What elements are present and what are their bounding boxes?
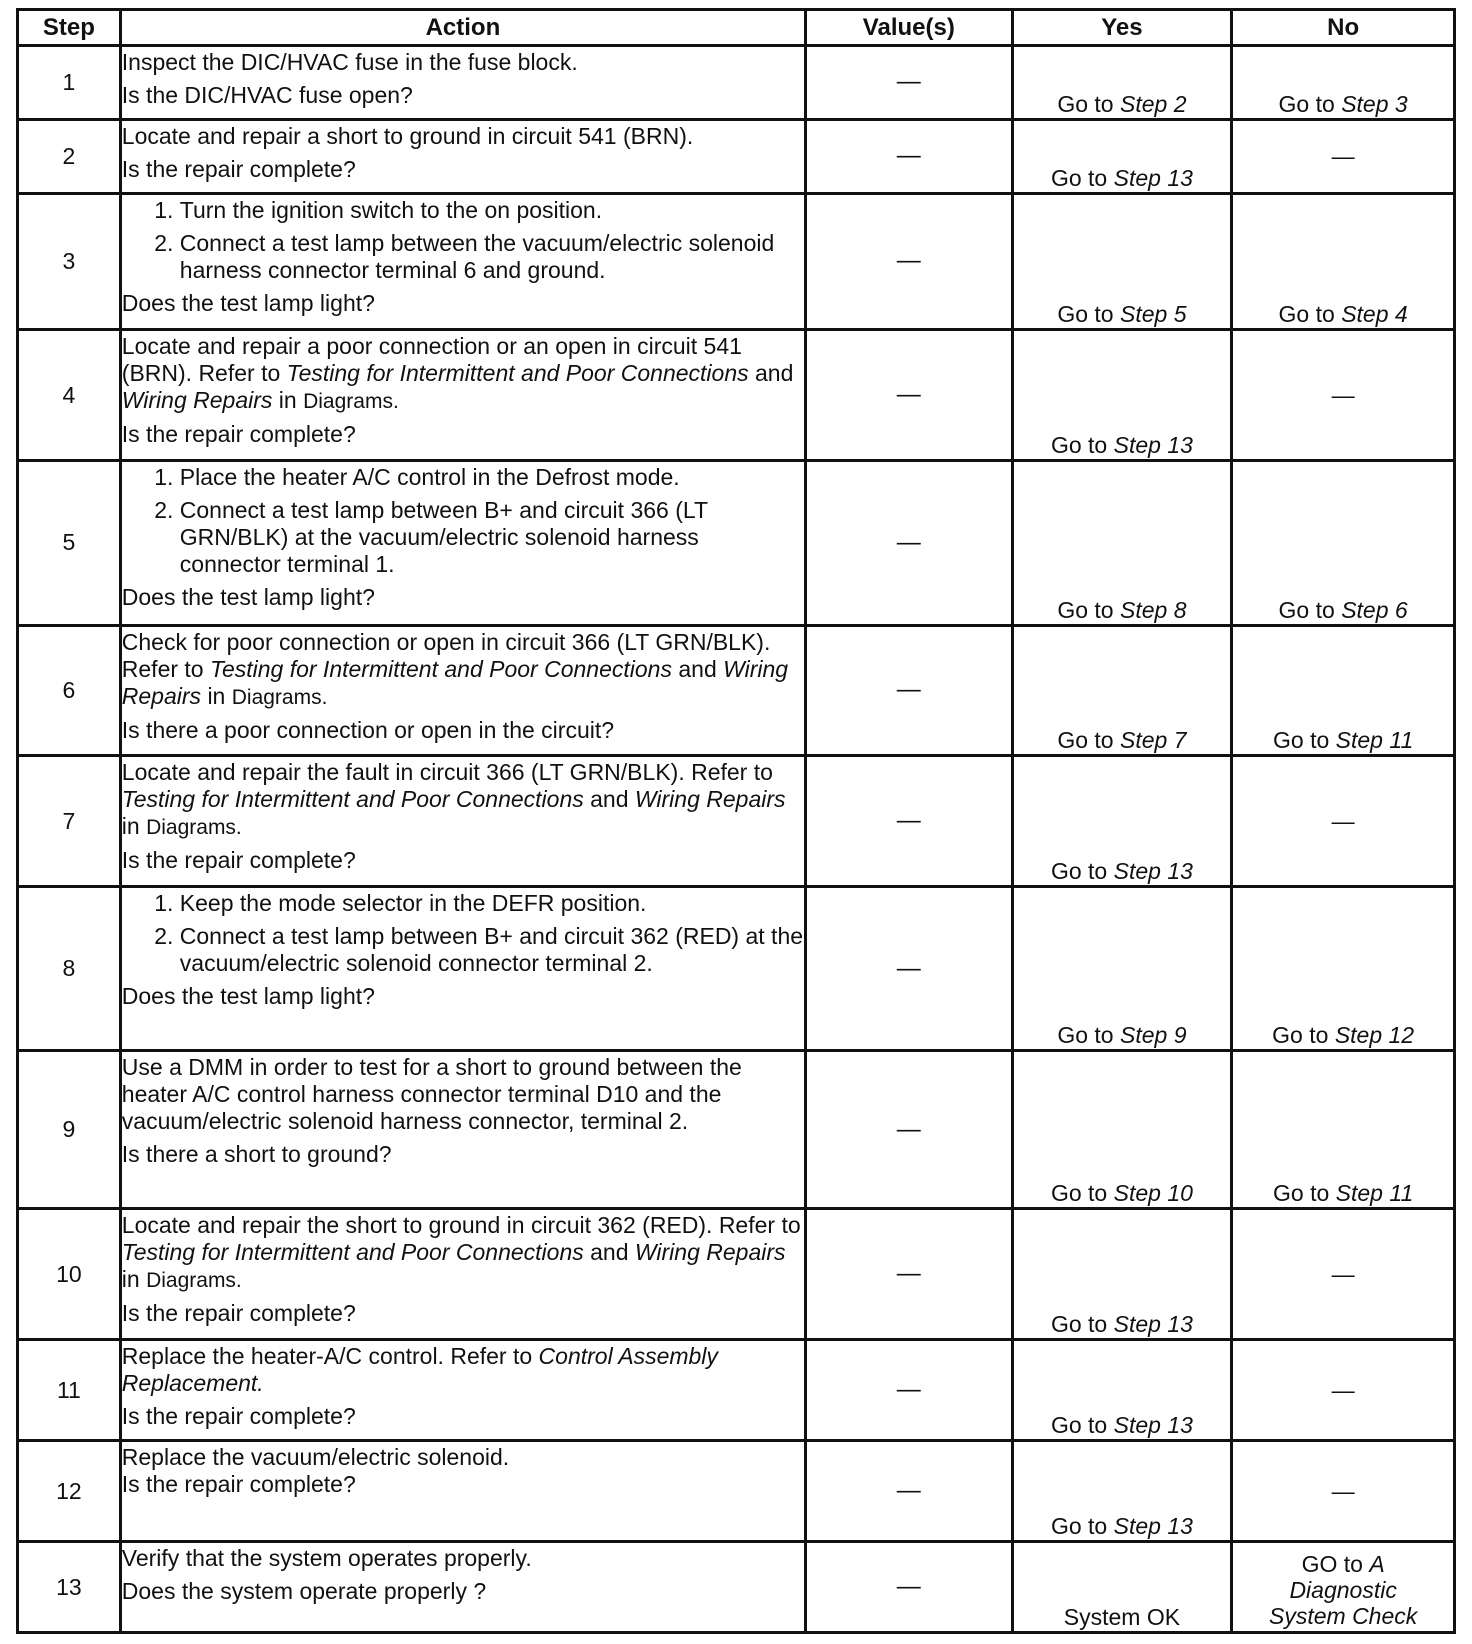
table-row	[18, 119, 1455, 193]
goto-step: Step 13	[1113, 857, 1193, 884]
table-row	[18, 330, 1455, 461]
no-cell	[1232, 193, 1455, 330]
goto-step: Step 6	[1341, 596, 1408, 623]
action-question: Is the repair complete?	[121, 1471, 356, 1498]
action-cell	[120, 756, 805, 887]
goto-label: Go to	[1278, 90, 1335, 117]
goto-step: Step 11	[1335, 727, 1414, 754]
table-row	[18, 1209, 1455, 1340]
yes-cell	[1012, 625, 1232, 756]
value-cell: —	[806, 1339, 1013, 1440]
action-text: Replace the vacuum/electric solenoid.	[121, 1444, 510, 1471]
goto-step: Step 8	[1120, 596, 1187, 623]
action-text: Check for poor connection or open in circuit 366 (LT GRN/BLK). Refer to Testing for Intermittent and Poor Connections and Wiring Repairs in Diagrams.	[121, 628, 789, 709]
goto-label: Go to	[1273, 1180, 1330, 1207]
no-line: Diagnostic	[1289, 1577, 1397, 1603]
no-cell: —	[1232, 330, 1455, 461]
goto-step: Step 11	[1335, 1180, 1414, 1207]
value-cell: —	[806, 886, 1013, 1050]
yes-cell	[1012, 330, 1232, 461]
value-cell: —	[806, 461, 1013, 625]
no-line: System Check	[1269, 1603, 1418, 1629]
step-number: 1	[18, 46, 121, 120]
table-row	[18, 1542, 1455, 1633]
action-cell	[120, 625, 805, 756]
no-cell	[1232, 461, 1455, 625]
no-cell: GO to A Diagnostic System Check	[1232, 1542, 1455, 1633]
yes-cell	[1012, 193, 1232, 330]
yes-cell	[1012, 756, 1232, 887]
goto-step: Step 13	[1113, 1513, 1193, 1540]
list-item: 1. Keep the mode selector in the DEFR position.	[180, 890, 804, 917]
table-row	[18, 193, 1455, 330]
list-item: 2. Connect a test lamp between the vacuum/electric solenoid harness connector terminal 6 and ground.	[180, 230, 804, 284]
goto-label: GO to	[1301, 1551, 1363, 1577]
action-text: Use a DMM in order to test for a short to ground between the heater A/C control harness connector terminal D10 and the vacuum/electric solenoid harness connector, terminal 2.	[121, 1054, 742, 1135]
goto-label: Go to	[1050, 432, 1108, 459]
goto-label: Go to	[1050, 1412, 1108, 1439]
step-number: 2	[18, 119, 121, 193]
table-row	[18, 1339, 1455, 1440]
step-number: 6	[18, 625, 121, 756]
step-number: 3	[18, 193, 121, 330]
yes-cell: System OK	[1012, 1542, 1232, 1633]
header-no: No	[1232, 10, 1455, 46]
action-cell	[120, 1209, 805, 1340]
goto-step: Step 4	[1341, 301, 1408, 328]
step-number: 8	[18, 886, 121, 1050]
yes-cell	[1012, 886, 1232, 1050]
no-cell: —	[1232, 756, 1455, 887]
step-number: 10	[18, 1209, 121, 1340]
goto-label: Go to	[1273, 727, 1330, 754]
action-cell	[120, 1051, 805, 1209]
goto-label: Go to	[1050, 1513, 1108, 1540]
no-cell	[1232, 886, 1455, 1050]
yes-cell	[1012, 1441, 1232, 1542]
value-cell: —	[806, 1051, 1013, 1209]
goto-step: Step 10	[1113, 1180, 1193, 1207]
yes-cell	[1012, 119, 1232, 193]
goto-label: Go to	[1050, 164, 1108, 191]
action-text: Verify that the system operates properly.	[121, 1545, 532, 1572]
action-question: Is the repair complete?	[121, 847, 356, 874]
table-row	[18, 461, 1455, 625]
yes-cell	[1012, 1209, 1232, 1340]
action-cell	[120, 886, 805, 1050]
action-question: Is the repair complete?	[121, 1402, 356, 1429]
header-values: Value(s)	[806, 10, 1013, 46]
step-number: 11	[18, 1339, 121, 1440]
goto-label: Go to	[1272, 1022, 1329, 1049]
action-cell	[120, 119, 805, 193]
action-cell	[120, 1441, 805, 1542]
goto-label: Go to	[1057, 1022, 1114, 1049]
step-number: 13	[18, 1542, 121, 1633]
goto-step: Step 7	[1120, 727, 1187, 754]
goto-step: Step 12	[1334, 1022, 1415, 1049]
action-question: Is the DIC/HVAC fuse open?	[121, 82, 413, 108]
goto-label: Go to	[1050, 1180, 1108, 1207]
goto-step: Step 13	[1113, 432, 1193, 459]
value-cell: —	[806, 1209, 1013, 1340]
value-cell: —	[806, 756, 1013, 887]
table-row	[18, 1441, 1455, 1542]
goto-step: Step 13	[1113, 1412, 1193, 1439]
yes-cell	[1012, 1051, 1232, 1209]
yes-cell	[1012, 1339, 1232, 1440]
action-question: Does the test lamp light?	[121, 289, 375, 316]
value-cell: —	[806, 46, 1013, 120]
action-text: Locate and repair the fault in circuit 366 (LT GRN/BLK). Refer to Testing for Intermittent and Poor Connections and Wiring Repairs in Diagrams.	[121, 759, 786, 840]
action-question: Is the repair complete?	[121, 421, 356, 448]
goto-step: Step 9	[1120, 1022, 1187, 1049]
table-row	[18, 46, 1455, 120]
table-row	[18, 625, 1455, 756]
list-item: 2. Connect a test lamp between B+ and circuit 366 (LT GRN/BLK) at the vacuum/electric solenoid harness connector terminal 1.	[180, 497, 804, 578]
action-question: Is there a poor connection or open in the circuit?	[121, 716, 615, 743]
goto-label: Go to	[1057, 727, 1114, 754]
goto-label: Go to	[1057, 596, 1114, 623]
step-number: 7	[18, 756, 121, 887]
goto-step: Step 2	[1120, 90, 1187, 117]
action-cell	[120, 330, 805, 461]
action-text: Locate and repair a poor connection or an open in circuit 541 (BRN). Refer to Testing for Intermittent and Poor Connections and Wiring Repairs in Diagrams.	[121, 333, 794, 414]
action-list	[122, 197, 804, 284]
value-cell: —	[806, 1441, 1013, 1542]
action-text: Inspect the DIC/HVAC fuse in the fuse block.	[121, 49, 578, 75]
value-cell: —	[806, 330, 1013, 461]
goto-label: Go to	[1057, 301, 1114, 328]
step-number: 12	[18, 1441, 121, 1542]
table-row	[18, 886, 1455, 1050]
header-row	[18, 10, 1455, 46]
no-cell	[1232, 1051, 1455, 1209]
header-action: Action	[120, 10, 805, 46]
yes-cell	[1012, 461, 1232, 625]
no-cell	[1232, 46, 1455, 120]
action-text: Locate and repair a short to ground in circuit 541 (BRN).	[121, 122, 694, 149]
action-text: Locate and repair the short to ground in circuit 362 (RED). Refer to Testing for Intermittent and Poor Connections and Wiring Repairs in Diagrams.	[121, 1212, 801, 1293]
no-cell: —	[1232, 1209, 1455, 1340]
action-cell	[120, 1339, 805, 1440]
action-list	[122, 890, 804, 977]
no-cell: —	[1232, 1441, 1455, 1542]
no-cell: —	[1232, 1339, 1455, 1440]
value-cell: —	[806, 193, 1013, 330]
list-item: 1. Turn the ignition switch to the on position.	[180, 197, 804, 224]
action-list	[122, 464, 804, 578]
goto-step: Step 13	[1113, 1310, 1193, 1337]
action-question: Does the test lamp light?	[121, 584, 375, 611]
yes-cell	[1012, 46, 1232, 120]
goto-label: Go to	[1278, 301, 1335, 328]
action-cell	[120, 1542, 805, 1633]
table-row	[18, 1051, 1455, 1209]
action-cell	[120, 461, 805, 625]
goto-label: Go to	[1278, 596, 1335, 623]
table-row	[18, 756, 1455, 887]
list-item: 2. Connect a test lamp between B+ and circuit 362 (RED) at the vacuum/electric solenoid connector terminal 2.	[180, 923, 804, 977]
action-question: Does the system operate properly ?	[121, 1578, 487, 1605]
goto-label: Go to	[1050, 857, 1108, 884]
action-text: Replace the heater-A/C control. Refer to Control Assembly Replacement.	[121, 1342, 718, 1396]
no-cell	[1232, 625, 1455, 756]
value-cell: —	[806, 119, 1013, 193]
list-item: 1. Place the heater A/C control in the Defrost mode.	[180, 464, 804, 491]
value-cell: —	[806, 625, 1013, 756]
action-question: Does the test lamp light?	[121, 982, 375, 1009]
action-cell	[120, 46, 805, 120]
goto-step: Step 13	[1113, 164, 1193, 191]
no-cell: —	[1232, 119, 1455, 193]
step-number: 9	[18, 1051, 121, 1209]
step-number: 5	[18, 461, 121, 625]
header-step: Step	[18, 10, 121, 46]
action-question: Is the repair complete?	[121, 1300, 356, 1327]
action-question: Is there a short to ground?	[121, 1141, 392, 1168]
action-cell	[120, 193, 805, 330]
goto-step: Step 5	[1120, 301, 1187, 328]
step-number: 4	[18, 330, 121, 461]
value-cell: —	[806, 1542, 1013, 1633]
diagnostic-table	[16, 8, 1456, 1634]
header-yes: Yes	[1012, 10, 1232, 46]
goto-label: Go to	[1057, 90, 1114, 117]
goto-label: Go to	[1050, 1310, 1108, 1337]
action-question: Is the repair complete?	[121, 155, 356, 182]
goto-step: Step 3	[1341, 90, 1408, 117]
